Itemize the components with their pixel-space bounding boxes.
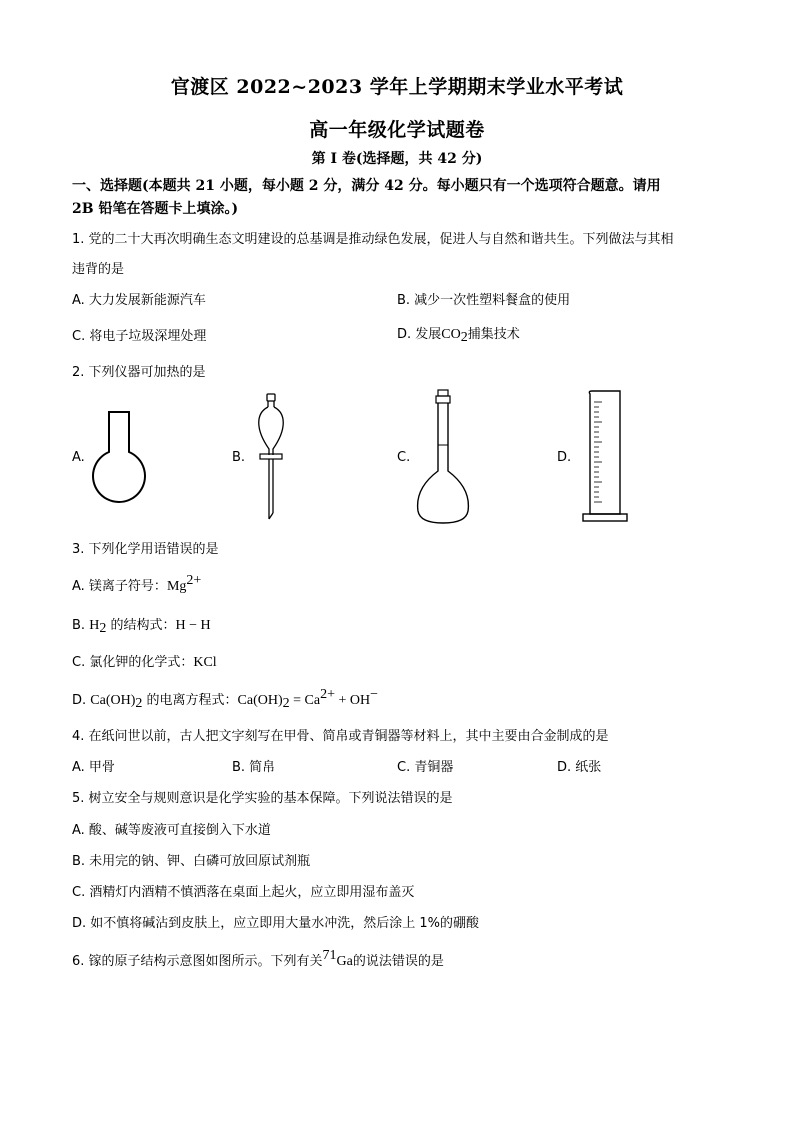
q1-stem-line2: 违背的是 — [72, 262, 125, 277]
section1-line2: 2B 铅笔在答题卡上填涂。) — [72, 201, 239, 217]
q5-option-b: B. 未用完的钠、钾、白磷可放回原试剂瓶 — [72, 854, 311, 869]
q6-stem: 6. 镓的原子结构示意图如图所示。下列有关$^{71}$Ga的说法错误的是 — [72, 948, 444, 969]
exam-subtitle: 高一年级化学试题卷 — [309, 119, 485, 141]
q5-option-d: D. 如不慎将碱沾到皮肤上，应立即用大量水冲洗，然后涂上 1%的硼酸 — [72, 916, 480, 931]
q1-option-b: B. 减少一次性塑料餐盒的使用 — [397, 293, 571, 308]
q2-option-c-label: C. — [397, 450, 411, 465]
volumetric-flask-figure — [414, 389, 474, 525]
q2-option-d-label: D. — [557, 450, 572, 465]
volume-heading: 第 I 卷(选择题，共 42 分) — [311, 151, 483, 167]
q1-option-c: C. 将电子垃圾深埋处理 — [72, 329, 207, 344]
q2-option-a-label: A. — [72, 450, 85, 465]
q1-option-d: D. 发展$CO_2$捕集技术 — [397, 327, 520, 345]
q3-stem: 3. 下列化学用语错误的是 — [72, 542, 219, 557]
q1-stem-line1: 1. 党的二十大再次明确生态文明建设的总基调是推动绿色发展，促进人与自然和谐共生。下列做法与其相 — [72, 232, 674, 247]
graduated-cylinder-figure — [580, 390, 630, 523]
q5-stem: 5. 树立安全与规则意识是化学实验的基本保障。下列说法错误的是 — [72, 791, 453, 806]
q4-option-d: D. 纸张 — [557, 760, 602, 775]
q1-option-a: A. 大力发展新能源汽车 — [72, 293, 206, 308]
round-bottom-flask-figure — [90, 408, 152, 506]
q3-option-c: C. 氯化钾的化学式：KCl — [72, 655, 217, 670]
q2-stem: 2. 下列仪器可加热的是 — [72, 365, 206, 380]
q3-option-a: A. 镁离子符号：$Mg^{2+}$ — [72, 573, 202, 594]
q4-option-a: A. 甲骨 — [72, 760, 115, 775]
q4-option-c: C. 青铜器 — [397, 760, 454, 775]
q3-option-d: D. $Ca(OH)_2$ 的电离方程式：$Ca(OH)_2 = Ca^{2+} + OH^-$ — [72, 687, 379, 711]
q2-option-b-label: B. — [232, 450, 246, 465]
exam-title: 官渡区 2022~2023 学年上学期期末学业水平考试 — [170, 76, 624, 98]
q4-stem: 4. 在纸问世以前，古人把文字刻写在甲骨、简帛或青铜器等材料上，其中主要由合金制成的是 — [72, 729, 609, 744]
q5-option-a: A. 酸、碱等废液可直接倒入下水道 — [72, 823, 271, 838]
q4-option-b: B. 简帛 — [232, 760, 276, 775]
q5-option-c: C. 酒精灯内酒精不慎洒落在桌面上起火，应立即用湿布盖灭 — [72, 885, 415, 900]
separatory-funnel-figure — [254, 393, 290, 523]
section1-line1: 一、选择题(本题共 21 小题，每小题 2 分，满分 42 分。每小题只有一个选项符合题意。请用 — [72, 178, 661, 194]
q3-option-b: B. $H_2$ 的结构式：H − H — [72, 618, 211, 636]
